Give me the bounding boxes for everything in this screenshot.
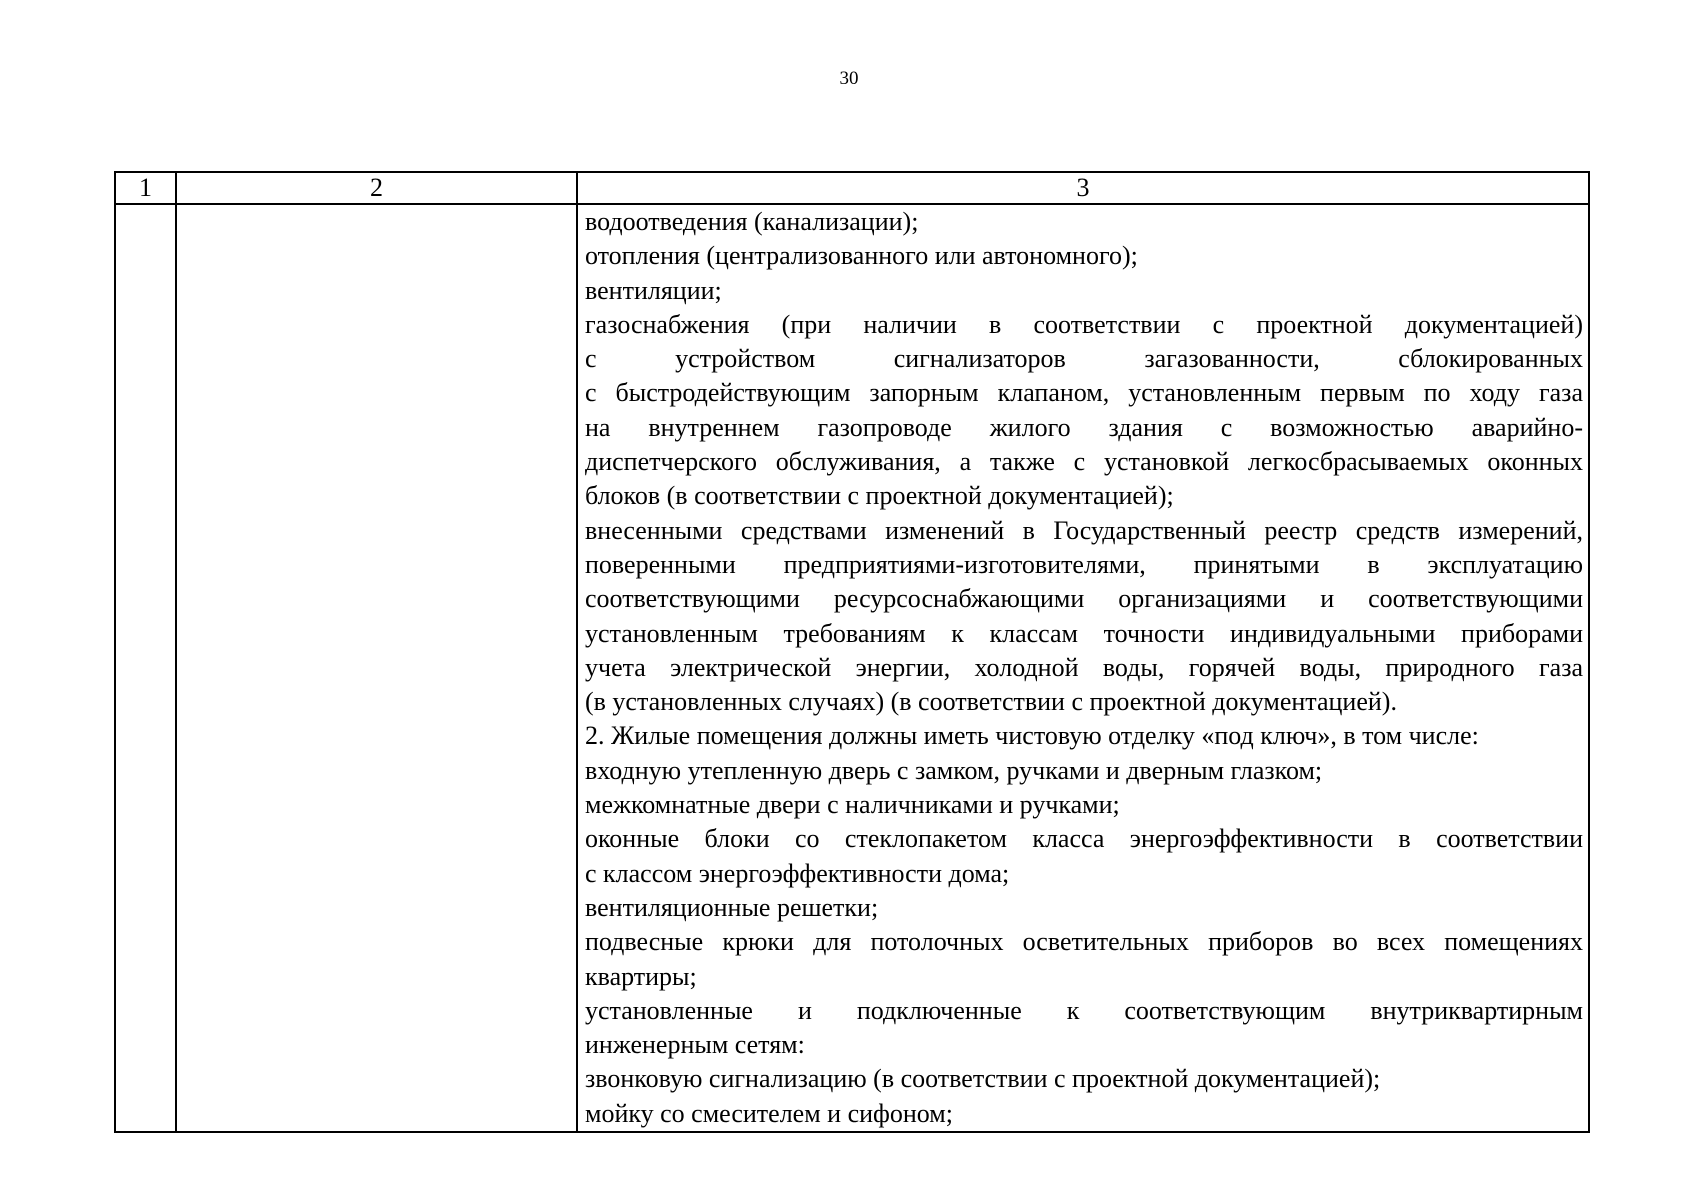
page-number: 30	[839, 68, 859, 89]
text-line: отопления (централизованного или автономного);	[585, 241, 1138, 271]
text-line: вентиляционные решетки;	[585, 892, 879, 922]
text-line: вентиляции;	[585, 275, 722, 305]
text-line: на внутреннем газопроводе жилого здания с возможностью аварийно-	[585, 412, 1583, 442]
text-line: внесенными средствами изменений в Государственный реестр средств измерений,	[585, 515, 1583, 545]
text-line: входную утепленную дверь с замком, ручками и дверным глазком;	[585, 755, 1323, 785]
text-line: мойку со смесителем и сифоном;	[585, 1098, 953, 1128]
cell-col-3	[577, 204, 1589, 1132]
text-line: звонковую сигнализацию (в соответствии с проектной документацией);	[585, 1064, 1381, 1094]
text-line: водоотведения (канализации);	[585, 207, 919, 236]
text-line: оконные блоки со стеклопакетом класса энергоэффективности в соответствии	[585, 824, 1583, 854]
requirements-table	[114, 171, 1590, 1133]
text-line: блоков (в соответствии с проектной документацией);	[585, 481, 1174, 511]
text-line: квартиры;	[585, 961, 697, 991]
text-line: газоснабжения (при наличии в соответствии с проектной документацией)	[585, 309, 1583, 339]
text-line: с быстродействующим запорным клапаном, установленным первым по ходу газа	[585, 378, 1583, 408]
text-line: инженерным сетям:	[585, 1030, 805, 1060]
text-line: подвесные крюки для потолочных осветительных приборов во всех помещениях	[585, 927, 1583, 957]
table-header-row	[115, 172, 1589, 204]
column-header-3: 3	[577, 172, 1589, 204]
cell-col-1	[115, 204, 176, 1132]
text-line: 2. Жилые помещения должны иметь чистовую отделку «под ключ», в том числе:	[585, 721, 1479, 751]
table-row	[115, 204, 1589, 1132]
text-line: межкомнатные двери с наличниками и ручками;	[585, 790, 1120, 820]
text-line: (в установленных случаях) (в соответствии с проектной документацией).	[585, 687, 1397, 717]
requirements-text	[585, 205, 1583, 1131]
column-header-2: 2	[176, 172, 577, 204]
text-line: диспетчерского обслуживания, а также с установкой легкосбрасываемых оконных	[585, 447, 1583, 477]
column-header-1: 1	[115, 172, 176, 204]
text-line: с классом энергоэффективности дома;	[585, 858, 1010, 888]
text-line: с устройством сигнализаторов загазованности, сблокированных	[585, 344, 1583, 374]
text-line: установленные и подключенные к соответствующим внутриквартирным	[585, 995, 1583, 1025]
text-line: соответствующими ресурсоснабжающими организациями и соответствующими	[585, 584, 1583, 614]
cell-col-2	[176, 204, 577, 1132]
text-line: установленным требованиям к классам точности индивидуальными приборами	[585, 618, 1583, 648]
text-line: учета электрической энергии, холодной воды, горячей воды, природного газа	[585, 652, 1583, 682]
text-line: поверенными предприятиями-изготовителями, принятыми в эксплуатацию	[585, 549, 1583, 579]
